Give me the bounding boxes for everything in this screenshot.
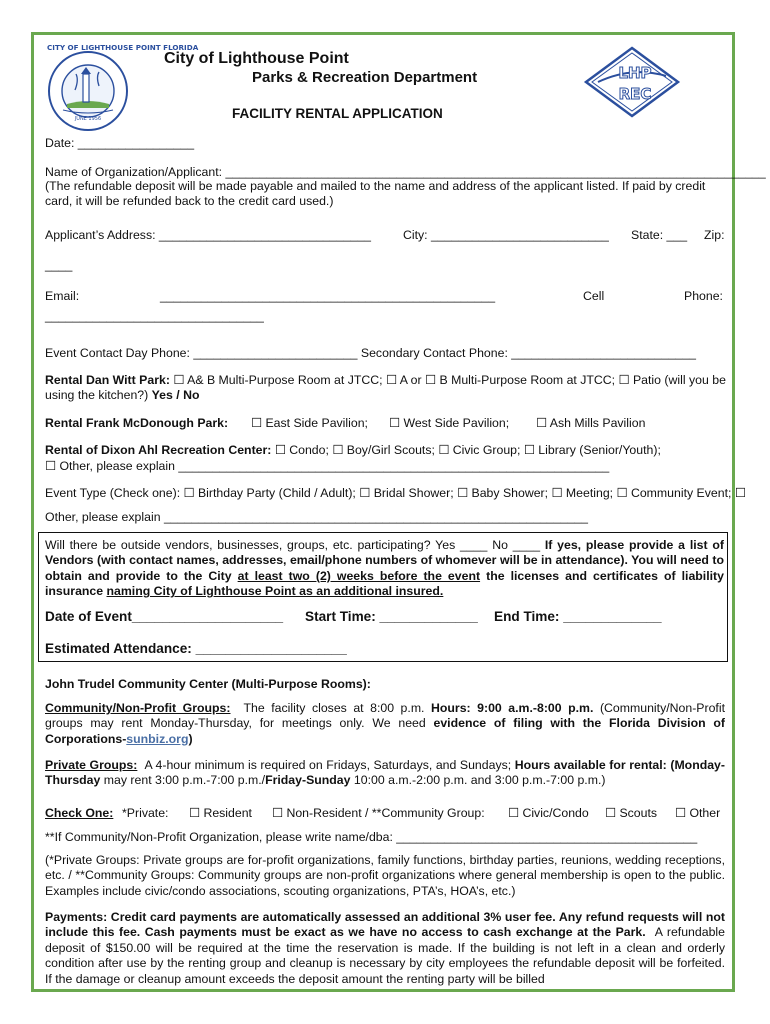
payments-bold: Payments: Credit card payments are automatically assessed an additional 3% user fee. Any refund requests will not include this fee. Cash payments must be exact as we have no access to cash exchange at the Park. bbox=[45, 910, 725, 940]
event-type-options[interactable]: Event Type (Check one): ☐ Birthday Party (Child / Adult); ☐ Bridal Shower; ☐ Baby Shower; ☐ Meeting; ☐ Community Event; ☐ bbox=[45, 486, 746, 500]
logo-lhp-text: LHP bbox=[618, 64, 652, 82]
non-resident-checkbox[interactable]: ☐ Non-Resident / **Community Group: bbox=[272, 806, 485, 820]
city-name: City of Lighthouse Point bbox=[164, 50, 349, 67]
rental-frank-label: Rental Frank McDonough Park: bbox=[45, 416, 229, 430]
vendors-licenses: the licenses and certificates of liability insurance bbox=[45, 568, 724, 599]
lhp-rec-logo bbox=[584, 46, 680, 118]
private-groups-label: Private Groups: bbox=[45, 758, 138, 772]
west-side-pavilion-checkbox[interactable]: ☐ West Side Pavilion; bbox=[389, 416, 510, 430]
ash-mills-pavilion-checkbox[interactable]: ☐ Ash Mills Pavilion bbox=[536, 416, 646, 430]
city-seal-logo bbox=[47, 43, 199, 132]
non-profit-close-paren: ) bbox=[188, 731, 193, 746]
rental-dixon-label: Rental of Dixon Ahl Recreation Center: bbox=[45, 443, 272, 457]
friday-sunday: Friday-Sunday bbox=[265, 773, 351, 788]
seal-year: JUNE 1956 bbox=[74, 116, 102, 122]
date-field[interactable]: Date: _________________ bbox=[45, 136, 195, 150]
sunbiz-link[interactable]: sunbiz.org bbox=[126, 731, 189, 746]
payments-paragraph bbox=[45, 910, 725, 987]
rental-dan-witt[interactable] bbox=[45, 373, 727, 404]
vendors-instructions: If yes, please provide a list of Vendors (with contact names, addresses, email/phone numbers of whomever will be in attendance). You will need to obtain and provide to the City bbox=[45, 538, 724, 583]
groups-definition-note: (*Private Groups: Private groups are for-profit organizations, family functions, birthday parties, reunions, wedding receptions, etc. / **Community Groups: Community groups are non-profit organizations where general membership is open to the public. Examples include civic/condo associations, scouting organizations, PTA’s, HOA’s, etc.) bbox=[45, 853, 725, 898]
private-groups-hours: Hours available for rental: bbox=[514, 758, 667, 772]
rental-dixon-options[interactable]: ☐ Condo; ☐ Boy/Girl Scouts; ☐ Civic Group; ☐ Library (Senior/Youth); bbox=[274, 443, 661, 457]
civic-condo-checkbox[interactable]: ☐ Civic/Condo bbox=[508, 806, 589, 820]
name-org-field[interactable]: Name of Organization/Applicant: _______________________________________________________________________________ bbox=[45, 165, 766, 179]
cell-label: Cell bbox=[583, 289, 605, 303]
rental-dan-witt-options[interactable]: ☐ A& B Multi-Purpose Room at JTCC; ☐ A or ☐ B Multi-Purpose Room at JTCC; ☐ Patio (will you be using the kitchen?) bbox=[45, 373, 726, 403]
friday-sunday-hours: 10:00 a.m.-2:00 p.m. and 3:00 p.m.-7:00 p.m.) bbox=[353, 773, 606, 788]
rental-dixon[interactable] bbox=[45, 443, 661, 458]
start-time-field[interactable]: Start Time: _____________ bbox=[305, 609, 478, 624]
monday-thursday: Monday-Thursday bbox=[45, 758, 725, 788]
vendors-question[interactable] bbox=[45, 538, 724, 600]
rental-dixon-other[interactable]: ☐ Other, please explain _______________________________________________________________ bbox=[45, 459, 610, 473]
phone-field[interactable]: ________________________________ bbox=[45, 309, 264, 323]
payments-text: A refundable deposit of $150.00 will be required at the time the reservation is made. If the building is not left in a clean and orderly condition after use by the renting group and cleanup is necessary by city employees the refundable deposit will be forfeited. If the damage or cleanup amount exceeds the deposit amount the renting party will be billed bbox=[45, 925, 725, 986]
non-profit-closing: The facility closes at 8:00 p.m. bbox=[243, 701, 425, 715]
non-profit-hours: Hours: 9:00 a.m.-8:00 p.m. bbox=[431, 701, 594, 715]
private-groups-paragraph bbox=[45, 758, 725, 789]
deposit-note: (The refundable deposit will be made payable and mailed to the name and address of the applicant listed. If paid by credit card, it will be refunded back to the credit card used.) bbox=[45, 179, 706, 209]
city-field[interactable]: City: __________________________ bbox=[403, 228, 609, 242]
event-type-other[interactable]: Other, please explain ______________________________________________________________ bbox=[45, 510, 588, 524]
state-field[interactable]: State: ___ bbox=[631, 228, 688, 242]
resident-checkbox[interactable]: ☐ Resident bbox=[189, 806, 252, 820]
estimated-attendance-field[interactable]: Estimated Attendance: ____________________ bbox=[45, 641, 347, 656]
non-profit-paragraph bbox=[45, 701, 725, 747]
department-name: Parks & Recreation Department bbox=[252, 69, 478, 86]
non-profit-text: (Community/Non-Profit groups may rent Monday-Thursday, for meetings only. We need bbox=[45, 701, 725, 731]
phone-label: Phone: bbox=[684, 289, 723, 303]
non-profit-evidence: evidence of filing with the Florida Division of Corporations- bbox=[45, 716, 725, 746]
dba-field[interactable]: **If Community/Non-Profit Organization, please write name/dba: ____________________________________________ bbox=[45, 830, 698, 844]
email-field[interactable]: _________________________________________________ bbox=[160, 289, 496, 303]
rental-dan-witt-label: Rental Dan Witt Park: bbox=[45, 373, 170, 387]
other-checkbox[interactable]: ☐ Other bbox=[675, 806, 721, 820]
zip-field[interactable]: ____ bbox=[45, 258, 73, 272]
check-one-label: Check One: bbox=[45, 806, 114, 820]
end-time-field[interactable]: End Time: _____________ bbox=[494, 609, 662, 624]
logo-rec-text: REC bbox=[618, 85, 652, 103]
private-label: *Private: bbox=[122, 806, 169, 820]
monday-thursday-hours: may rent 3:00 p.m.-7:00 p.m./ bbox=[103, 773, 266, 788]
non-profit-label: Community/Non-Profit Groups: bbox=[45, 701, 231, 715]
vendors-insured: naming City of Lighthouse Point as an additional insured. bbox=[106, 584, 444, 599]
event-contact-field[interactable]: Event Contact Day Phone: ________________________ Secondary Contact Phone: ___________________________ bbox=[45, 346, 696, 360]
vendors-deadline: at least two (2) weeks before the event bbox=[237, 568, 481, 583]
vendors-yes-no[interactable]: Will there be outside vendors, businesses, groups, etc. participating? Yes ____ No ____ bbox=[45, 538, 541, 552]
scouts-checkbox[interactable]: ☐ Scouts bbox=[605, 806, 658, 820]
private-groups-open-paren: ( bbox=[670, 758, 675, 772]
private-groups-minimum: A 4-hour minimum is required on Fridays, Saturdays, and Sundays; bbox=[144, 758, 512, 772]
east-side-pavilion-checkbox[interactable]: ☐ East Side Pavilion; bbox=[251, 416, 368, 430]
date-of-event-field[interactable]: Date of Event____________________ bbox=[45, 609, 284, 624]
jtcc-heading: John Trudel Community Center (Multi-Purpose Rooms): bbox=[45, 677, 371, 691]
address-field[interactable]: Applicant’s Address: _______________________________ bbox=[45, 228, 371, 242]
form-title: FACILITY RENTAL APPLICATION bbox=[232, 106, 443, 121]
kitchen-yes-no[interactable]: Yes / No bbox=[151, 388, 200, 403]
seal-text: CITY OF LIGHTHOUSE POINT FLORIDA bbox=[47, 43, 199, 52]
zip-label: Zip: bbox=[704, 228, 725, 242]
email-label: Email: bbox=[45, 289, 80, 303]
